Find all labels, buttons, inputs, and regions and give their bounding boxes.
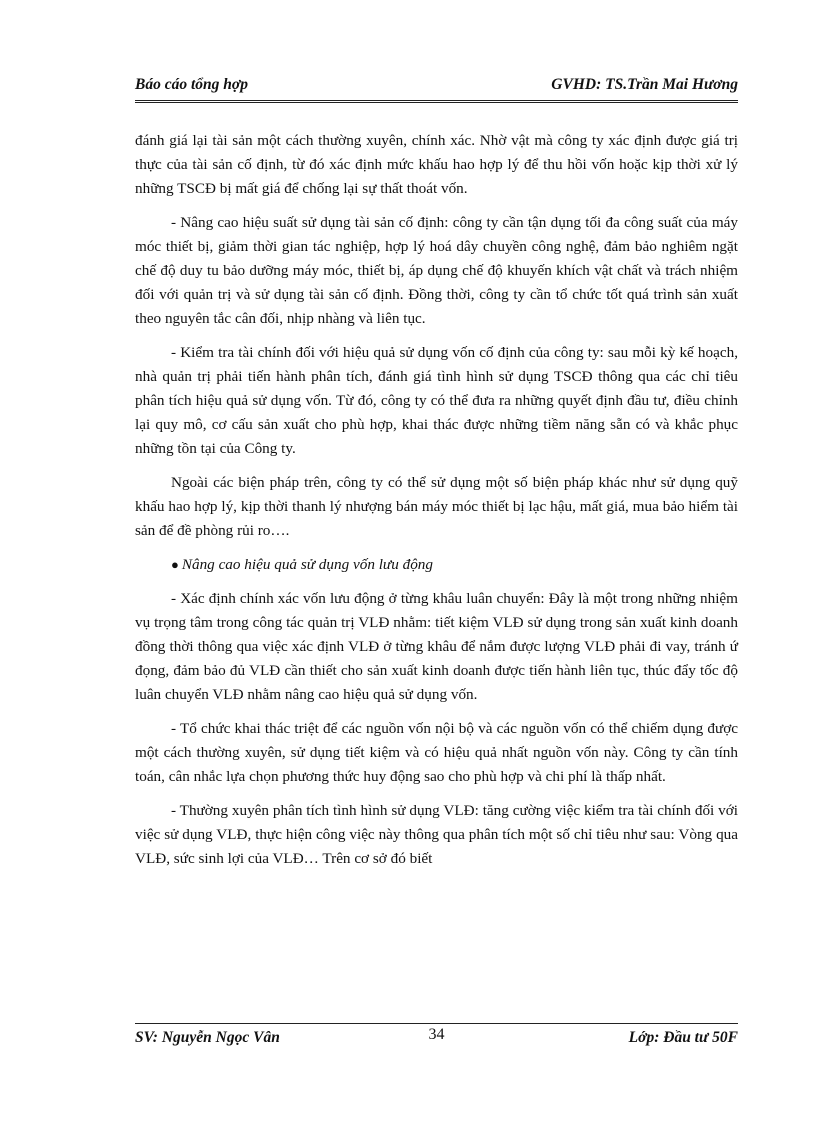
section-heading <box>135 553 738 577</box>
paragraph: - Nâng cao hiệu suất sử dụng tài sản cố định: công ty cần tận dụng tối đa công suất của máy móc thiết bị, giảm thời gian tác nghiệp, hợp lý hoá dây chuyền công nghệ, đảm bảo nghiêm ngặt chế độ duy tu bảo dưỡng máy móc, thiết bị, áp dụng chế độ khuyến khích vật chất và trách nhiệm đối với quản trị và sử dụng tài sản cố định. Đồng thời, công ty cần tổ chức tốt quá trình sản xuất theo nguyên tắc cân đối, nhịp nhàng và liên tục. <box>135 214 738 327</box>
paragraph: Ngoài các biện pháp trên, công ty có thể sử dụng một số biện pháp khác như sử dụng quỹ khấu hao hợp lý, kịp thời thanh lý nhượng bán máy móc thiết bị lạc hậu, mất giá, mua bảo hiểm tài sản để đề phòng rủi ro…. <box>135 474 738 539</box>
paragraph: đánh giá lại tài sản một cách thường xuyên, chính xác. Nhờ vật mà công ty xác định được giá trị thực của tài sản cố định, từ đó xác định mức khấu hao hợp lý để thu hồi vốn hoặc kịp thời xử lý những TSCĐ bị mất giá để chống lại sự thất thoát vốn. <box>135 132 738 197</box>
bullet-icon: ● <box>171 557 179 572</box>
page-number: 34 <box>428 1026 445 1043</box>
header-report-title: Báo cáo tổng hợp <box>135 76 248 93</box>
paragraph: - Xác định chính xác vốn lưu động ở từng khâu luân chuyển: Đây là một trong những nhiệm vụ trọng tâm trong công tác quản trị VLĐ nhằm: tiết kiệm VLĐ sử dụng trong sản xuất kinh doanh đồng thời thông qua việc xác định VLĐ ở từng khâu để nắm được lượng VLĐ phải đi vay, tránh ứ đọng, đảm bảo đủ VLĐ cần thiết cho sản xuất kinh doanh được tiến hành liên tục, thúc đẩy tốc độ luân chuyển VLĐ nhằm nâng cao hiệu quả sử dụng vốn. <box>135 590 738 703</box>
section-heading-text: Nâng cao hiệu quả sử dụng vốn lưu động <box>181 556 433 573</box>
header-advisor: GVHD: TS.Trần Mai Hương <box>551 76 738 93</box>
paragraph: - Kiểm tra tài chính đối với hiệu quả sử dụng vốn cố định của công ty: sau mỗi kỳ kế hoạch, nhà quản trị phải tiến hành phân tích, đánh giá tình hình sử dụng TSCĐ thông qua các chỉ tiêu phân tích hiệu quả sử dụng vốn. Từ đó, công ty có thể đưa ra những quyết định đầu tư, điều chỉnh lại quy mô, cơ cấu sản xuất cho phù hợp, khai thác được những tiềm năng sẵn có và khắc phục những tồn tại của Công ty. <box>135 344 738 457</box>
footer-class: Lớp: Đầu tư 50F <box>628 1029 738 1046</box>
page-body <box>135 129 738 881</box>
footer-student: SV: Nguyễn Ngọc Vân <box>135 1029 280 1046</box>
page-header <box>135 74 738 103</box>
page-footer <box>135 1023 738 1050</box>
paragraph: - Thường xuyên phân tích tình hình sử dụng VLĐ: tăng cường việc kiểm tra tài chính đối với việc sử dụng VLĐ, thực hiện công việc này thông qua phân tích một số chỉ tiêu như sau: Vòng qua VLĐ, sức sinh lợi của VLĐ… Trên cơ sở đó biết <box>135 802 738 867</box>
paragraph: - Tổ chức khai thác triệt để các nguồn vốn nội bộ và các nguồn vốn có thể chiếm dụng được một cách thường xuyên, sử dụng tiết kiệm và có hiệu quả nhất nguồn vốn này. Công ty cần tính toán, cân nhắc lựa chọn phương thức huy động sao cho phù hợp và chi phí là thấp nhất. <box>135 720 738 785</box>
